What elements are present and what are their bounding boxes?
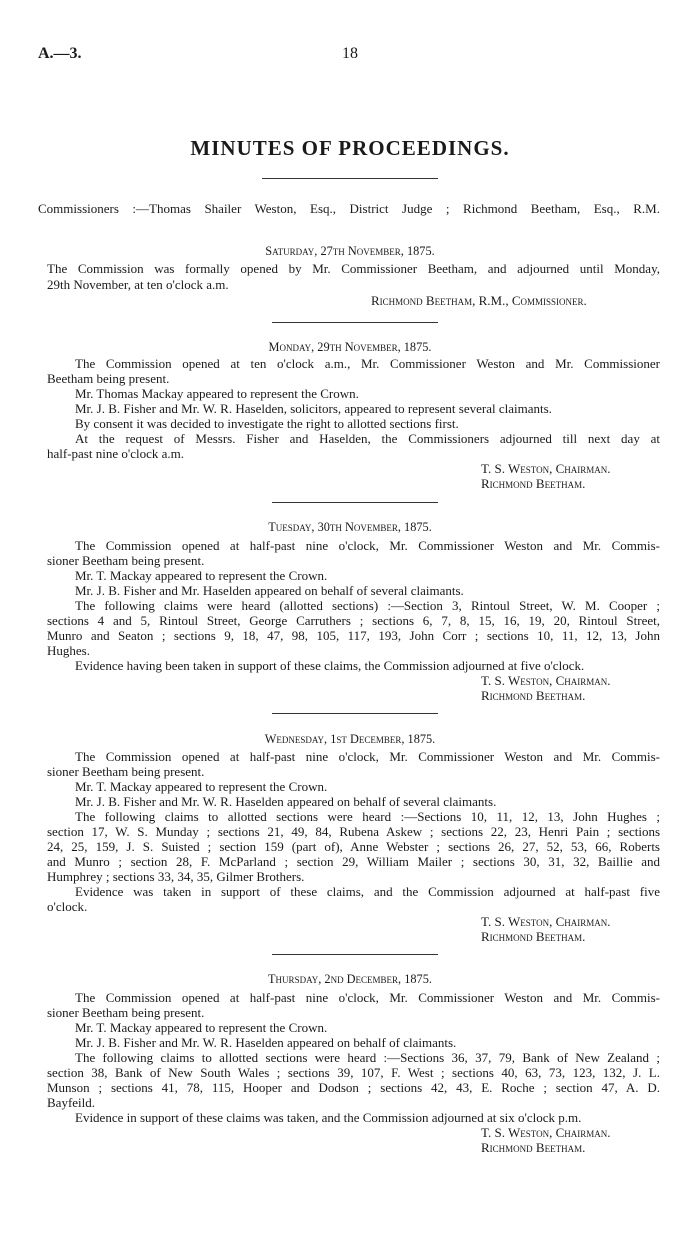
minute-line: Munro and Seaton ; sections 9, 18, 47, 98, 105, 117, 193, John Corr ; sections 10, 11, 12, 13, John <box>47 628 660 643</box>
session-date: Saturday, 27th November, 1875. <box>265 244 435 258</box>
signature: T. S. Weston, Chairman. <box>481 1125 611 1140</box>
signature: Richmond Beetham, R.M., Commissioner. <box>371 293 587 308</box>
minute-line: o'clock. <box>47 899 88 914</box>
minute-line: sections 4 and 5, Rintoul Street, George Carruthers ; sections 6, 7, 8, 15, 16, 19, 20, Rintoul Street, <box>47 613 660 628</box>
minute-line: section 38, Bank of New South Wales ; sections 39, 107, F. West ; sections 40, 63, 73, 123, 132, J. L. <box>47 1065 660 1080</box>
minute-line: The Commission opened at half-past nine o'clock, Mr. Commissioner Weston and Mr. Commis- <box>75 749 660 764</box>
signature: Richmond Beetham. <box>481 476 586 491</box>
divider-rule <box>262 178 438 179</box>
minute-line: The following claims were heard (allotted sections) :—Section 3, Rintoul Street, W. M. Cooper ; <box>75 598 660 613</box>
minute-line: The Commission was formally opened by Mr. Commissioner Beetham, and adjourned until Monday, <box>47 261 660 276</box>
minute-line: Beetham being present. <box>47 371 170 386</box>
minute-line: At the request of Messrs. Fisher and Haselden, the Commissioners adjourned till next day at <box>75 431 660 446</box>
minute-line: 24, 25, 159, J. S. Suisted ; section 159 (part of), Anne Webster ; sections 26, 27, 52, 53, 66, Roberts <box>47 839 660 854</box>
minute-line: Evidence was taken in support of these claims, and the Commission adjourned at half-past five <box>75 884 660 899</box>
minute-line: Hughes. <box>47 643 90 658</box>
minute-line: Mr. J. B. Fisher and Mr. W. R. Haselden appeared on behalf of several claimants. <box>75 794 497 809</box>
session-date: Wednesday, 1st December, 1875. <box>264 732 436 746</box>
minute-line: The Commission opened at half-past nine o'clock, Mr. Commissioner Weston and Mr. Commis- <box>75 538 660 553</box>
session-date: Tuesday, 30th November, 1875. <box>268 520 432 534</box>
session-date: Monday, 29th November, 1875. <box>268 340 432 354</box>
signature: Richmond Beetham. <box>481 1140 586 1155</box>
minute-line: Mr. J. B. Fisher and Mr. W. R. Haselden appeared on behalf of claimants. <box>75 1035 457 1050</box>
minute-line: 29th November, at ten o'clock a.m. <box>47 277 229 292</box>
signature: T. S. Weston, Chairman. <box>481 673 611 688</box>
minute-line: Evidence in support of these claims was taken, and the Commission adjourned at six o'clock p.m. <box>75 1110 582 1125</box>
minute-line: Mr. T. Mackay appeared to represent the Crown. <box>75 779 328 794</box>
minute-line: half-past nine o'clock a.m. <box>47 446 184 461</box>
minute-line: sioner Beetham being present. <box>47 553 205 568</box>
minute-line: The following claims to allotted sections were heard :—Sections 36, 37, 79, Bank of New Zealand ; <box>75 1050 660 1065</box>
series-reference: A.—3. <box>38 45 82 62</box>
minute-line: sioner Beetham being present. <box>47 764 205 779</box>
divider-rule <box>272 322 438 323</box>
minute-line: Evidence having been taken in support of these claims, the Commission adjourned at five o'clock. <box>75 658 585 673</box>
minute-line: and Munro ; section 28, F. McParland ; section 29, William Mailer ; sections 30, 31, 32, Baillie and <box>47 854 660 869</box>
signature: T. S. Weston, Chairman. <box>481 914 611 929</box>
divider-rule <box>272 502 438 503</box>
page-title: MINUTES OF PROCEEDINGS. <box>190 136 510 160</box>
signature: Richmond Beetham. <box>481 929 586 944</box>
minute-line: Bayfeild. <box>47 1095 96 1110</box>
minute-line: The Commission opened at ten o'clock a.m., Mr. Commissioner Weston and Mr. Commissioner <box>75 356 660 371</box>
minute-line: sioner Beetham being present. <box>47 1005 205 1020</box>
minute-line: Mr. T. Mackay appeared to represent the Crown. <box>75 1020 328 1035</box>
minute-line: Mr. Thomas Mackay appeared to represent the Crown. <box>75 386 359 401</box>
signature: Richmond Beetham. <box>481 688 586 703</box>
session-date: Thursday, 2nd December, 1875. <box>268 972 432 986</box>
divider-rule <box>272 954 438 955</box>
minute-line: Munson ; sections 41, 78, 115, Hooper and Dodson ; sections 42, 43, E. Roche ; section 47, A. D. <box>47 1080 660 1095</box>
minute-line: The Commission opened at half-past nine o'clock, Mr. Commissioner Weston and Mr. Commis- <box>75 990 660 1005</box>
commissioners-line: Commissioners :—Thomas Shailer Weston, Esq., District Judge ; Richmond Beetham, Esq., R.M. <box>38 201 660 216</box>
signature: T. S. Weston, Chairman. <box>481 461 611 476</box>
minute-line: By consent it was decided to investigate the right to allotted sections first. <box>75 416 459 431</box>
divider-rule <box>272 713 438 714</box>
page-number: 18 <box>342 45 358 62</box>
minute-line: Mr. J. B. Fisher and Mr. W. R. Haselden, solicitors, appeared to represent several claimants. <box>75 401 552 416</box>
minute-line: section 17, W. S. Munday ; sections 21, 49, 84, Rubena Askew ; sections 22, 23, Henri Pain ; sections <box>47 824 660 839</box>
minute-line: Mr. J. B. Fisher and Mr. Haselden appeared on behalf of several claimants. <box>75 583 464 598</box>
minute-line: Mr. T. Mackay appeared to represent the Crown. <box>75 568 328 583</box>
minute-line: The following claims to allotted sections were heard :—Sections 10, 11, 12, 13, John Hughes ; <box>75 809 660 824</box>
minute-line: Humphrey ; sections 33, 34, 35, Gilmer Brothers. <box>47 869 305 884</box>
